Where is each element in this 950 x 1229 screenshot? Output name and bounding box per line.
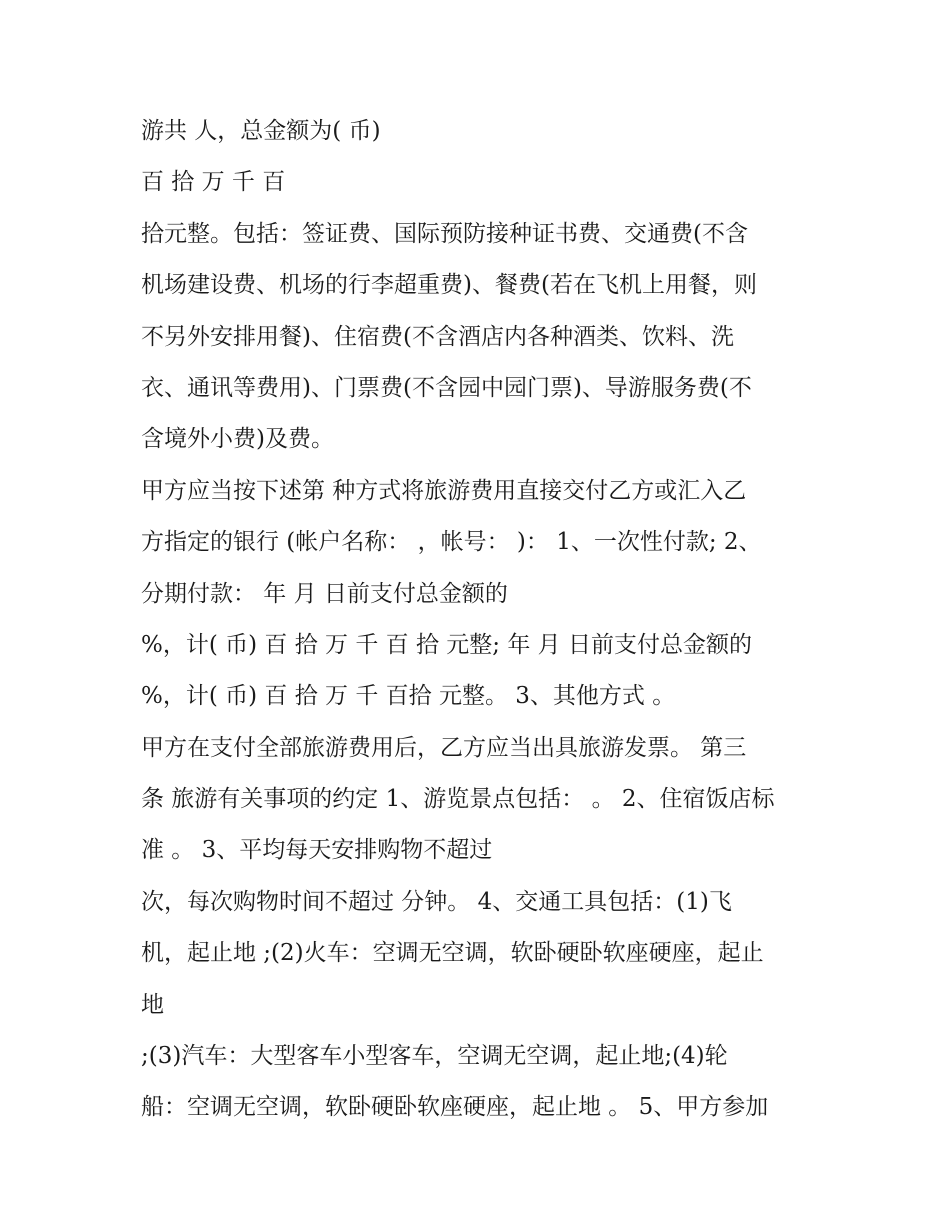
text-line: %，计( 币) 百 拾 万 千 百拾 元整。 3、其他方式 。	[141, 683, 676, 710]
text-line: 甲方在支付全部旅游费用后，乙方应当出具旅游发票。 第三	[141, 734, 747, 761]
contract-text-block	[141, 106, 821, 1134]
text-line: 含境外小费)及费。	[141, 426, 334, 453]
text-line: 百 拾 万 千 百	[141, 169, 286, 196]
text-line: 分期付款： 年 月 日前支付总金额的	[141, 580, 508, 607]
text-line: 机场建设费、机场的行李超重费)、餐费(若在飞机上用餐，则	[141, 272, 757, 299]
text-line: 拾元整。包括：签证费、国际预防接种证书费、交通费(不含	[141, 220, 748, 247]
text-line: 不另外安排用餐)、住宿费(不含酒店内各种酒类、饮料、洗	[141, 323, 734, 350]
text-line: 次，每次购物时间不超过 分钟。 4、交通工具包括：(1)飞	[141, 888, 732, 915]
text-line: 地	[141, 991, 164, 1018]
text-line: 条 旅游有关事项的约定 1、游览景点包括： 。 2、住宿饭店标	[141, 786, 775, 813]
text-line: 机，起止地 ;(2)火车：空调无空调，软卧硬卧软座硬座，起止	[141, 940, 764, 967]
text-line: 准 。 3、平均每天安排购物不超过	[141, 837, 493, 864]
text-line: 甲方应当按下述第 种方式将旅游费用直接交付乙方或汇入乙	[141, 477, 747, 504]
text-line: 方指定的银行 (帐户名称： ，帐号： )： 1、一次性付款; 2、	[141, 529, 762, 556]
text-line: 船：空调无空调，软卧硬卧软座硬座，起止地 。 5、甲方参加	[141, 1094, 769, 1121]
text-line: 衣、通讯等费用)、门票费(不含园中园门票)、导游服务费(不	[141, 374, 752, 401]
text-line: 游共 人，总金额为( 币)	[141, 118, 381, 144]
text-line: %，计( 币) 百 拾 万 千 百 拾 元整; 年 月 日前支付总金额的	[141, 631, 752, 658]
text-line: ;(3)汽车：大型客车小型客车，空调无空调，起止地;(4)轮	[141, 1043, 728, 1070]
